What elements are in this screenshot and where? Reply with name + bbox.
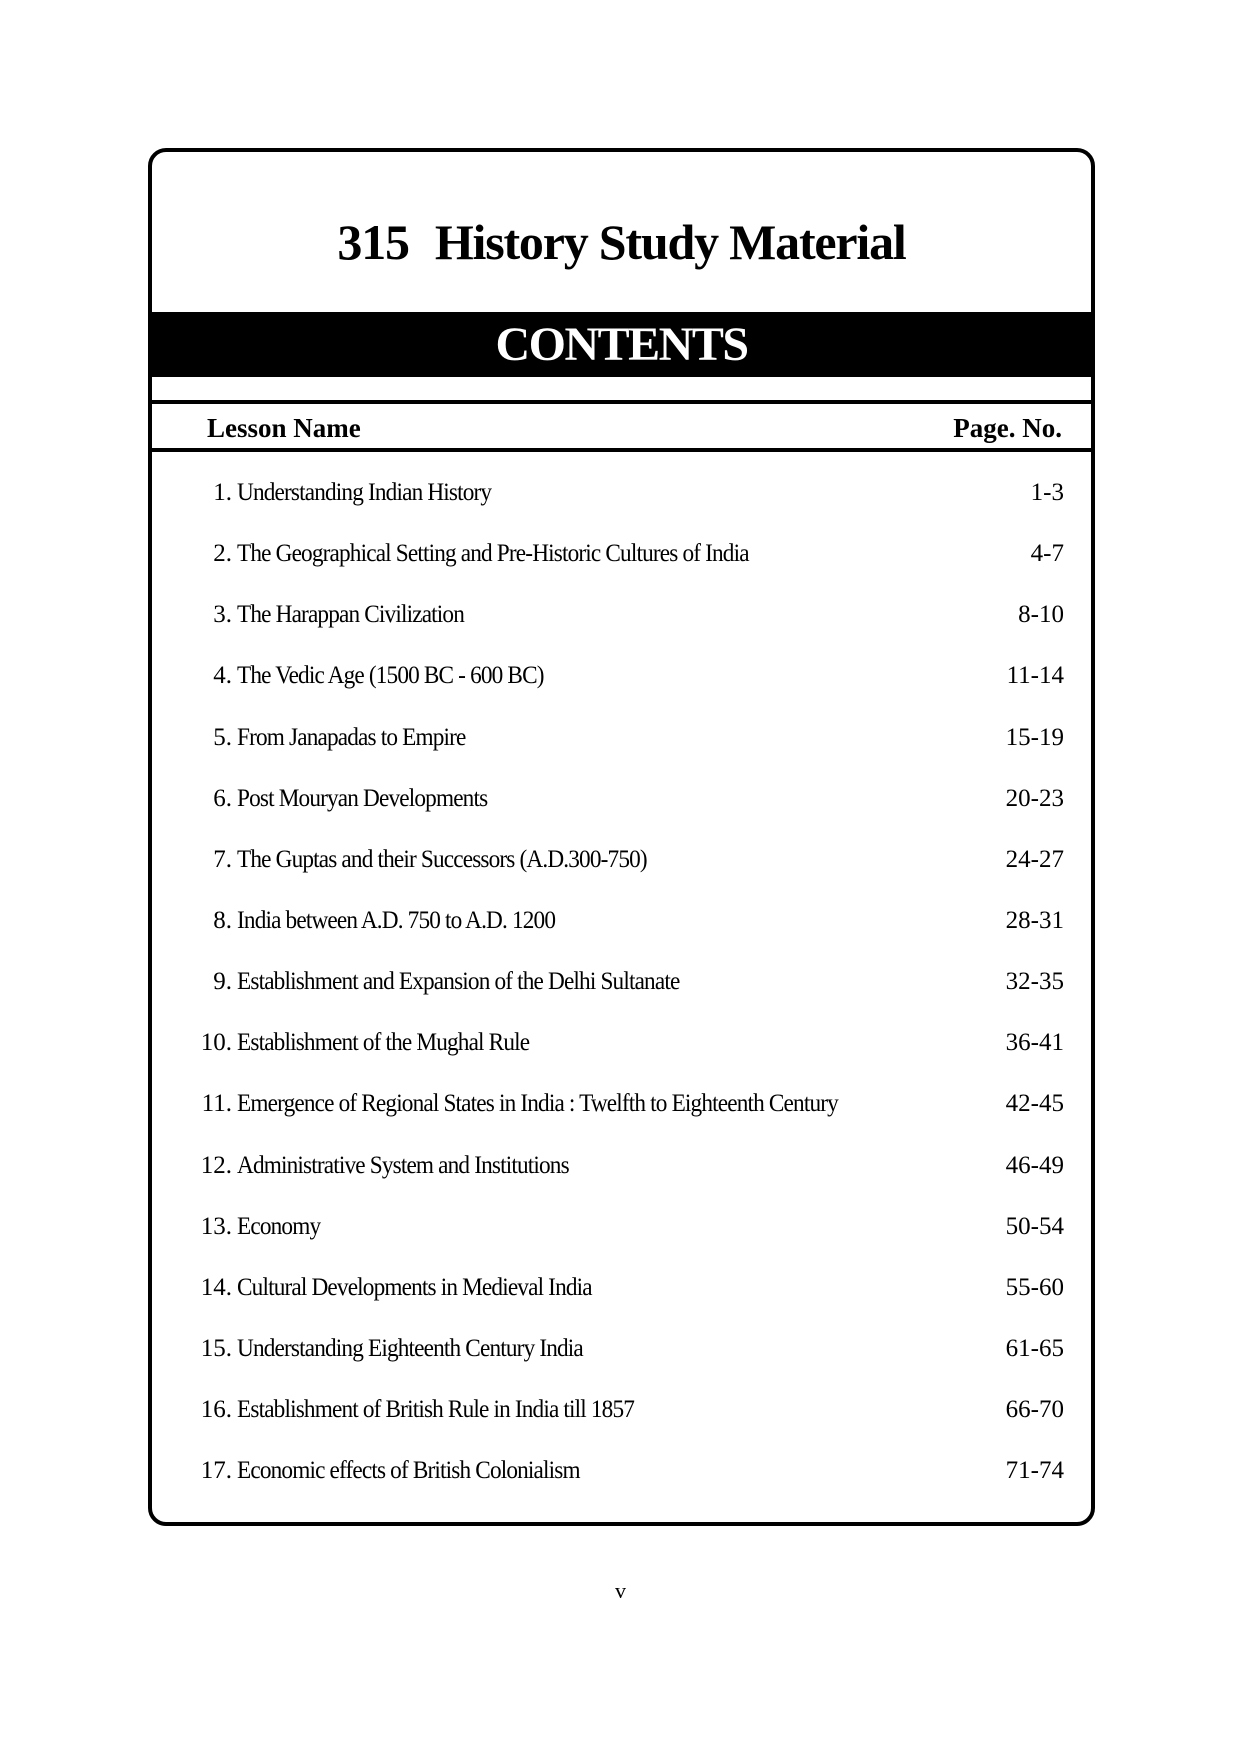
lesson-number: 14. (200, 1273, 232, 1301)
toc-row[interactable] (152, 1151, 1091, 1212)
toc-row[interactable] (152, 539, 1091, 600)
lesson-number: 12. (200, 1151, 232, 1179)
toc-row[interactable] (152, 906, 1091, 967)
lesson-pages: 61-65 (1005, 1334, 1064, 1362)
lesson-pages: 46-49 (1005, 1151, 1064, 1179)
lesson-pages: 42-45 (1005, 1090, 1064, 1118)
document-title (152, 214, 1091, 270)
header-top-rule (152, 400, 1091, 404)
toc-list (152, 478, 1091, 1517)
lesson-title: Establishment of the Mughal Rule (237, 1029, 530, 1057)
lesson-title: Establishment and Expansion of the Delhi Sultanate (237, 968, 680, 996)
toc-row[interactable] (152, 784, 1091, 845)
lesson-number: 13. (200, 1212, 232, 1240)
lesson-title: Understanding Indian History (237, 479, 492, 506)
lesson-number: 15. (200, 1334, 232, 1362)
toc-row[interactable] (152, 845, 1091, 906)
lesson-title: Administrative System and Institutions (237, 1151, 569, 1179)
toc-row[interactable] (152, 1089, 1091, 1150)
lesson-title: The Guptas and their Successors (A.D.300-750) (237, 845, 647, 873)
lesson-number: 5. (213, 723, 232, 751)
toc-row[interactable] (152, 1395, 1091, 1456)
lesson-title: Economy (237, 1212, 321, 1240)
lesson-title: The Geographical Setting and Pre-Historic Cultures of India (237, 540, 749, 568)
course-number: 315 (337, 214, 409, 270)
lesson-title: From Janapadas to Empire (237, 723, 466, 751)
toc-row[interactable] (152, 1334, 1091, 1395)
toc-row[interactable] (152, 967, 1091, 1028)
lesson-title: Economic effects of British Colonialism (237, 1457, 580, 1485)
lesson-title: Establishment of British Rule in India till 1857 (237, 1396, 635, 1424)
lesson-pages: 55-60 (1005, 1273, 1064, 1301)
lesson-title: The Harappan Civilization (237, 601, 464, 629)
lesson-pages: 36-41 (1005, 1029, 1064, 1057)
toc-row[interactable] (152, 1273, 1091, 1334)
lesson-number: 17. (200, 1457, 232, 1485)
lesson-number: 7. (213, 845, 232, 873)
lesson-pages: 32-35 (1005, 968, 1064, 996)
lesson-number: 3. (213, 601, 232, 629)
toc-row[interactable] (152, 1028, 1091, 1089)
toc-row[interactable] (152, 1212, 1091, 1273)
lesson-number: 11. (201, 1090, 232, 1118)
lesson-pages: 24-27 (1005, 845, 1064, 873)
lesson-pages: 50-54 (1005, 1212, 1064, 1240)
toc-row[interactable] (152, 600, 1091, 661)
lesson-number: 1. (213, 479, 232, 506)
lesson-pages: 20-23 (1005, 784, 1064, 812)
page-folio: v (615, 1578, 626, 1603)
lesson-title: The Vedic Age (1500 BC - 600 BC) (237, 662, 544, 690)
lesson-number: 8. (213, 906, 232, 934)
lesson-number: 2. (213, 540, 232, 568)
lesson-title: Post Mouryan Developments (237, 784, 488, 812)
lesson-pages: 15-19 (1005, 723, 1064, 751)
lesson-pages: 66-70 (1005, 1396, 1064, 1424)
lesson-pages: 71-74 (1005, 1457, 1064, 1485)
lesson-pages: 28-31 (1005, 906, 1064, 934)
column-header-page: Page. No. (953, 413, 1062, 443)
lesson-number: 9. (213, 968, 232, 996)
lesson-pages: 8-10 (1018, 601, 1064, 629)
toc-row[interactable] (152, 1456, 1091, 1517)
contents-frame (148, 148, 1095, 1526)
lesson-title: India between A.D. 750 to A.D. 1200 (237, 906, 556, 934)
toc-row[interactable] (152, 723, 1091, 784)
lesson-pages: 11-14 (1006, 662, 1064, 690)
header-bottom-rule (152, 448, 1091, 452)
lesson-pages: 1-3 (1030, 479, 1064, 506)
lesson-title: Cultural Developments in Medieval India (237, 1273, 592, 1301)
toc-row[interactable] (152, 661, 1091, 722)
contents-heading: CONTENTS (495, 318, 748, 371)
lesson-title: Understanding Eighteenth Century India (237, 1334, 583, 1362)
toc-row[interactable] (152, 478, 1091, 539)
column-header-lesson: Lesson Name (207, 413, 361, 443)
lesson-number: 6. (213, 784, 232, 812)
lesson-number: 4. (213, 662, 232, 690)
title-text: History Study Material (434, 214, 906, 270)
lesson-number: 10. (200, 1029, 232, 1057)
contents-heading-bar (152, 312, 1091, 377)
lesson-number: 16. (200, 1396, 232, 1424)
lesson-pages: 4-7 (1030, 540, 1064, 568)
lesson-title: Emergence of Regional States in India : Twelfth to Eighteenth Century (237, 1090, 838, 1118)
